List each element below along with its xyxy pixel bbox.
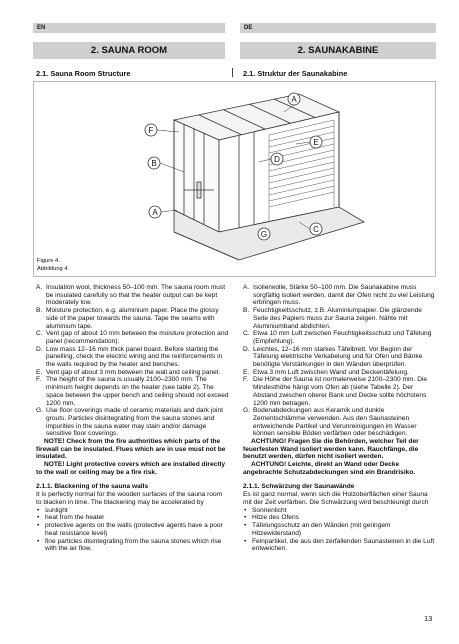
figure-caption-en: Figure 4. — [37, 258, 60, 264]
sauna-structure-diagram — [34, 82, 437, 278]
list-item: • sunlight — [37, 506, 68, 514]
paragraph: Es ist ganz normal, wenn sich die Holzoberflächen einer Sauna mit der Zeit verfärben. Die Schwärzung wird beschleunigt durch — [243, 491, 429, 506]
list-item: D. Low mass 12–16 mm thick panel board. Before starting the panelling, check the electric wiring and the reinforcements in the walls required by the heater and benches. — [36, 345, 223, 369]
subsection-heading: 2.1.1. Schwärzung der Saunawände — [243, 482, 355, 490]
list-item: A. Insulation wool, thickness 50–100 mm. The sauna room must be insulated carefully so that the heater output can be kept moderately low. — [36, 284, 226, 307]
list-item: E. Etwa 3 mm Luft zwischen Wand und Deckentäfelung. — [243, 368, 409, 376]
list-item: B. Moisture protection, e.g. aluminium paper. Place the glossy side of the paper towards the sauna. Tape the seams with aluminium tape. — [36, 307, 219, 330]
note-fire-risk: ACHTUNG! Leichte, direkt an Wand oder Decke angebrachte Schutzabdeckungen sind ein Brandrisiko. — [243, 461, 416, 476]
list-item: • Täfelungsschutz an den Wänden (mit geringem Hitzewiderstand) — [244, 522, 391, 537]
language-tab-de: DE — [240, 23, 436, 33]
subheading-en: 2.1. Sauna Room Structure — [36, 69, 131, 78]
list-item: C. Vent gap of about 10 mm between the moisture protection and panel (recommendation). — [36, 330, 229, 345]
figure-label-a-bottom: A — [152, 208, 158, 217]
list-item: F. Die Höhe der Sauna ist normalerweise 2100–2300 mm. Die Mindesthöhe hängt vom Ofen ab (siehe Tabelle 2). Der Abstand zwischen oberer Bank und Decke sollte höchstens 1200 mm betragen. — [243, 376, 428, 407]
section-title-de: 2. SAUNAKABINE — [240, 42, 436, 59]
page-number: 13 — [424, 614, 433, 623]
figure-label-e: E — [313, 138, 319, 147]
list-item: • Feinpartikel, die aus den zerfallenden Saunasteinen in die Luft entweichen. — [244, 537, 435, 553]
figure-label-c: C — [313, 225, 319, 234]
list-item: • protective agents on the walls (protective agents have a poor heat resistance level) — [37, 522, 223, 537]
bullet-icon: • — [37, 537, 40, 545]
figure-4 — [33, 81, 436, 277]
list-item: C. Etwa 10 mm Luft zwischen Feuchtigkeitsschutz und Täfelung (Empfehlung). — [243, 330, 432, 345]
figure-label-b: B — [151, 159, 157, 168]
column-de — [243, 284, 438, 553]
bullet-icon: • — [244, 506, 247, 514]
figure-label-g: G — [260, 230, 268, 239]
subheading-de: 2.1. Struktur der Saunakabine — [243, 69, 348, 78]
list-item: • Sonnenlicht — [244, 506, 287, 514]
list-item: E. Vent gap of about 3 mm between the wall and ceiling panel. — [36, 368, 221, 376]
list-item: G. Use floor coverings made of ceramic materials and dark joint grouts. Particles disintegrating from the sauna stones and impurities in the sauna water may stain and/or damage sensitive floor coverings. — [36, 407, 224, 438]
figure-caption-de: Abbildung 4. — [37, 266, 70, 272]
bullet-icon: • — [37, 514, 40, 522]
list-item: B. Feuchtigkeitsschutz, z.B. Aluminiumpapier. Die glänzende Seite des Papiers muss zur Sauna zeigen. Nähte mit Aluminiumband abdichten. — [243, 307, 422, 330]
bullet-icon: • — [244, 537, 247, 545]
section-title-en: 2. SAUNA ROOM — [33, 42, 225, 59]
figure-label-a-top: A — [291, 95, 297, 104]
note-fire-authorities: NOTE! Check from the fire authorities which parts of the firewall can be insulated. Flues which are in use must not be insulated. — [36, 438, 226, 461]
list-item: • heat from the heater — [37, 514, 105, 522]
figure-label-d: D — [274, 155, 280, 164]
column-divider — [232, 68, 233, 77]
paragraph: It is perfectly normal for the wooden surfaces of the sauna room to blacken in time. The blackening may be accelerated by — [36, 491, 223, 506]
list-item: F. The height of the sauna is usually 2100–2300 mm. The minimum height depends on the heater (see table 2). The space between the upper bench and ceiling should not exceed 1200 mm. — [36, 376, 229, 407]
subsection-heading: 2.1.1. Blackening of the sauna walls — [36, 482, 149, 490]
language-tab-en: EN — [33, 23, 225, 33]
bullet-icon: • — [244, 514, 247, 522]
list-item: D. Leichtes, 12–16 mm starkes Täfelbrett. Vor Beginn der Täfelung elektrische Verkabelung und für Ofen und Bänke benötigte Verstärkungen in den Wänden überprüfen. — [243, 345, 423, 369]
bullet-icon: • — [37, 522, 40, 530]
list-item: • Hitze des Ofens — [244, 514, 299, 522]
note-fire-risk: NOTE! Light protective covers which are installed directly to the wall or ceiling may be a fire risk. — [36, 461, 226, 476]
list-item: A. Isolierwolle, Stärke 50–100 mm. Die Saunakabine muss sorgfältig isoliert werden, damit der Ofen nicht zu viel Leistung erbringen muss. — [243, 284, 435, 307]
note-fire-authorities: ACHTUNG! Fragen Sie die Behörden, welcher Teil der feuerfesten Wand isoliert werden kann. Rauchfänge, die benutzt werden, dürfen nicht isoliert werden. — [243, 438, 419, 461]
bullet-icon: • — [244, 522, 247, 530]
figure-label-f: F — [148, 126, 154, 135]
list-item: G. Bodenabdeckungen aus Keramik und dunkle Zementschlämme verwenden. Aus den Saunasteinen entweichende Partikel und Verunreinigungen im Wasser können sensible Böden verfärben oder beschädigen. — [243, 407, 417, 438]
list-item: • fine particles disintegrating from the sauna stones which rise with the air flow. — [37, 537, 222, 553]
column-en — [36, 284, 229, 553]
bullet-icon: • — [37, 506, 40, 514]
